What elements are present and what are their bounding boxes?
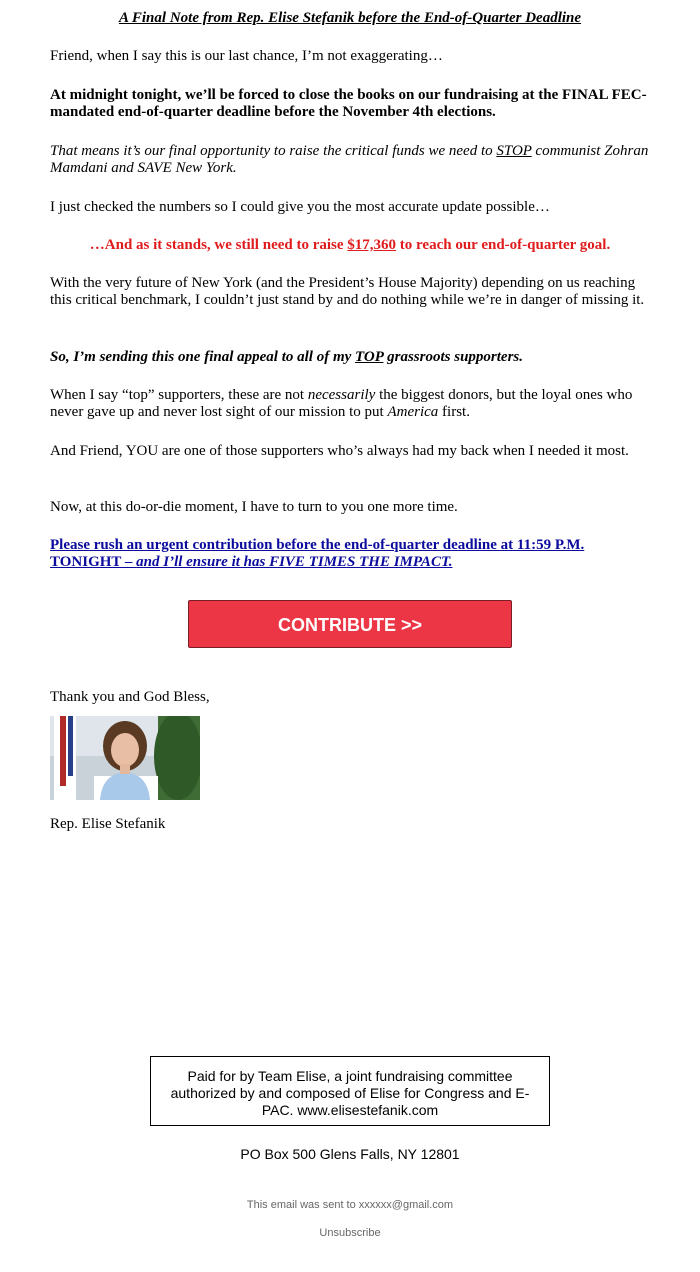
top-emphasis: TOP (355, 349, 384, 365)
contribute-button[interactable]: CONTRIBUTE >> (188, 600, 512, 648)
goal-text-b: to reach our end-of-quarter goal. (396, 237, 611, 253)
sent-to-notice: This email was sent to xxxxxx@gmail.com (246, 1199, 454, 1211)
unsubscribe-link[interactable]: Unsubscribe (319, 1227, 381, 1239)
paragraph-friend: And Friend, YOU are one of those supporters who’s always had my back when I needed it most. (50, 443, 629, 459)
supporters-text-c: first. (438, 404, 470, 420)
paragraph-deadline: At midnight tonight, we’ll be forced to close the books on our fundraising at the FINAL FEC-mandated end-of-quarter deadline before the November 4th elections. (50, 87, 647, 120)
paragraph-opportunity (50, 143, 650, 177)
link-text-b: and I’ll ensure it has FIVE TIMES THE IMPACT. (136, 554, 453, 570)
appeal-text-b: grassroots supporters. (383, 349, 523, 365)
goal-amount: $17,360 (347, 237, 397, 253)
paragraph-numbers: I just checked the numbers so I could give you the most accurate update possible… (50, 199, 550, 215)
paragraph-appeal (50, 349, 650, 366)
contribution-link-paragraph (50, 537, 650, 571)
appeal-text-a: So, I’m sending this one final appeal to all of my (50, 349, 356, 365)
link-text-a: Please rush an urgent contribution before the end-of-quarter deadline at 11:59 P.M. TONIGHT – (50, 537, 585, 570)
urgent-contribution-link[interactable] (50, 537, 584, 570)
supporters-text-a: When I say “top” supporters, these are not (50, 387, 308, 403)
paragraph-supporters (50, 387, 650, 421)
goal-text-a: …And as it stands, we still need to raise (89, 237, 348, 253)
paragraph-moment: Now, at this do-or-die moment, I have to turn to you one more time. (50, 499, 458, 515)
opportunity-text-b: communist Zohran Mamdani and SAVE New York. (50, 143, 649, 176)
mailing-address: PO Box 500 Glens Falls, NY 12801 (240, 1146, 460, 1162)
stop-emphasis: STOP (496, 143, 532, 159)
opportunity-text-a: That means it’s our final opportunity to raise the critical funds we need to (50, 143, 497, 159)
unsubscribe-row (0, 1225, 700, 1242)
stefanik-photo (50, 716, 200, 800)
supporters-text-b: the biggest donors, but the loyal ones who never gave up and never lost sight of our mission to put (50, 387, 633, 420)
paragraph-greeting: Friend, when I say this is our last chance, I’m not exaggerating… (50, 48, 443, 64)
necessarily-emphasis: necessarily (307, 387, 376, 403)
america-emphasis: America (387, 404, 439, 420)
paragraph-future: With the very future of New York (and the President’s House Majority) depending on us reaching this critical benchmark, I couldn’t just stand by and do nothing while we’re in danger of missing it. (50, 275, 645, 308)
email-title: A Final Note from Rep. Elise Stefanik before the End-of-Quarter Deadline (118, 10, 582, 26)
signature: Rep. Elise Stefanik (50, 816, 166, 832)
paid-for-disclaimer: Paid for by Team Elise, a joint fundraising committee authorized by and composed of Elise for Congress and E-PAC. www.elisestefanik.com (150, 1056, 550, 1126)
paragraph-goal (50, 237, 650, 254)
closing-text: Thank you and God Bless, (50, 689, 210, 705)
